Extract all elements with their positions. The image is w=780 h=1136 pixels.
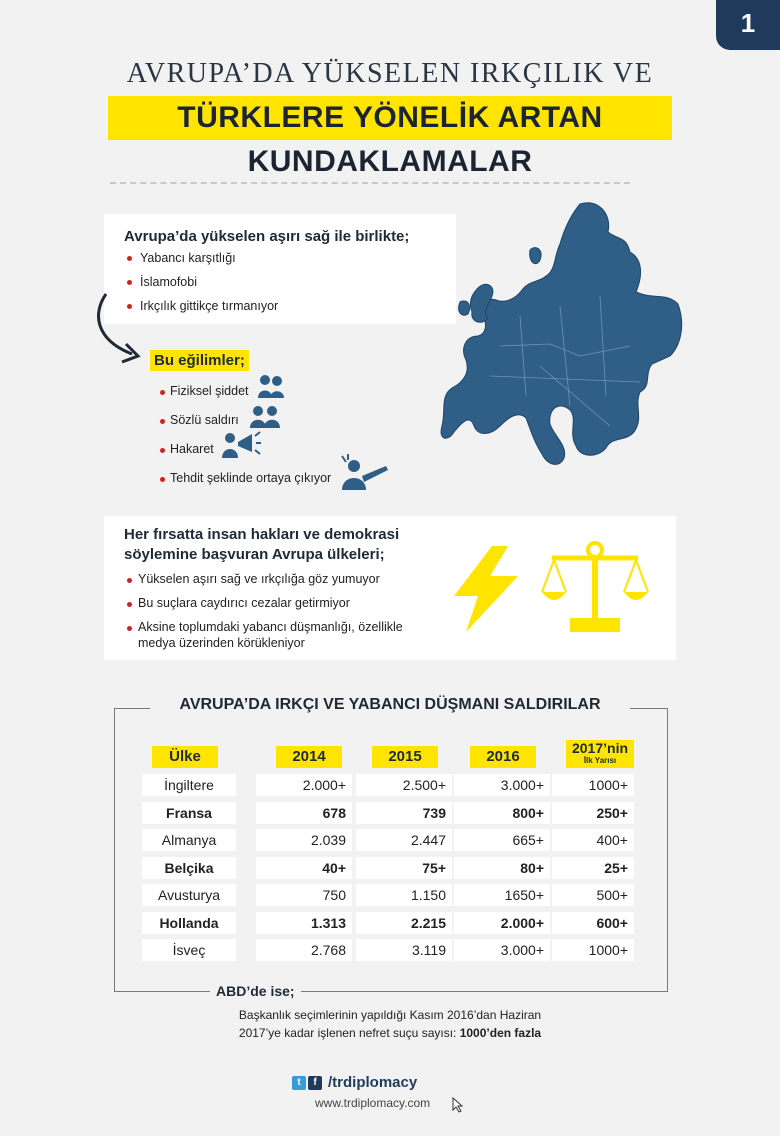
tendency-4: Tehdit şeklinde ortaya çıkıyor bbox=[170, 471, 332, 485]
table-cell-v2015: 1.150 bbox=[356, 884, 452, 906]
intro-bullet-2: İslamofobi bbox=[140, 275, 197, 289]
facebook-icon[interactable]: f bbox=[308, 1076, 322, 1090]
tendency-2: Sözlü saldırı bbox=[170, 413, 239, 427]
table-cell-v2014: 2.039 bbox=[256, 829, 352, 851]
table-cell-v2014: 2.768 bbox=[256, 939, 352, 961]
bullet-dot bbox=[127, 626, 132, 631]
cursor-icon bbox=[452, 1097, 464, 1113]
tendencies-heading: Bu eğilimler; bbox=[150, 350, 249, 371]
table-cell-v2015: 2.447 bbox=[356, 829, 452, 851]
header-2017-sublabel: İlk Yarısı bbox=[583, 756, 617, 765]
table-cell-v2014: 40+ bbox=[256, 857, 352, 879]
hypocrisy-bullet-3-cont: medya üzerinden körükleniyor bbox=[138, 636, 305, 650]
table-cell-v2015: 3.119 bbox=[356, 939, 452, 961]
bullet-dot bbox=[127, 578, 132, 583]
table-cell-v2017: 400+ bbox=[552, 829, 634, 851]
table-cell-v2016: 3.000+ bbox=[454, 939, 550, 961]
header-country: Ülke bbox=[152, 746, 218, 768]
table-cell-v2016: 2.000+ bbox=[454, 912, 550, 934]
twitter-icon[interactable]: t bbox=[292, 1076, 306, 1090]
tendency-1: Fiziksel şiddet bbox=[170, 384, 249, 398]
usa-text-prefix: 2017’ye kadar işlenen nefret suçu sayısı: bbox=[238, 1026, 460, 1040]
intro-bullet-1: Yabancı karşıtlığı bbox=[140, 251, 236, 265]
header-2015: 2015 bbox=[372, 746, 438, 768]
bullet-dot bbox=[127, 280, 132, 285]
table-cell-country: Fransa bbox=[142, 802, 236, 824]
table-cell-v2016: 80+ bbox=[454, 857, 550, 879]
fight-icon bbox=[256, 374, 286, 398]
usa-text-count: 1000’den fazla bbox=[459, 1026, 542, 1040]
table-cell-v2014: 750 bbox=[256, 884, 352, 906]
usa-text-line-2 bbox=[140, 1024, 640, 1042]
table-cell-country: Avusturya bbox=[142, 884, 236, 906]
lightning-icon bbox=[448, 546, 522, 632]
hypocrisy-bullet-2: Bu suçlara caydırıcı cezalar getirmiyor bbox=[138, 596, 350, 610]
title-line-1: AVRUPA’DA YÜKSELEN IRKÇILIK VE bbox=[126, 58, 654, 89]
table-cell-v2016: 665+ bbox=[454, 829, 550, 851]
table-cell-v2015: 739 bbox=[356, 802, 452, 824]
header-2017-label: 2017’nin bbox=[571, 740, 629, 756]
hypocrisy-bullet-3: Aksine toplumdaki yabancı düşmanlığı, özellikle bbox=[138, 620, 403, 634]
page-number-badge: 1 bbox=[716, 0, 780, 50]
table-cell-country: Belçika bbox=[142, 857, 236, 879]
intro-heading: Avrupa’da yükselen aşırı sağ ile birlikte; bbox=[124, 228, 410, 245]
curved-arrow-icon bbox=[92, 290, 152, 370]
table-cell-v2017: 500+ bbox=[552, 884, 634, 906]
scales-of-justice-icon bbox=[540, 540, 650, 634]
table-cell-country: İsveç bbox=[142, 939, 236, 961]
table-cell-v2017: 1000+ bbox=[552, 939, 634, 961]
europe-map bbox=[430, 196, 690, 496]
intro-bullet-3: Irkçılık gittikçe tırmanıyor bbox=[140, 299, 279, 313]
bullet-dot bbox=[160, 419, 165, 424]
usa-text bbox=[140, 1006, 640, 1042]
table-cell-v2017: 250+ bbox=[552, 802, 634, 824]
hypocrisy-heading-2: söylemine başvuran Avrupa ülkeleri; bbox=[124, 546, 385, 563]
bullet-dot bbox=[160, 477, 165, 482]
table-cell-v2015: 75+ bbox=[356, 857, 452, 879]
table-cell-v2015: 2.215 bbox=[356, 912, 452, 934]
social-handle[interactable]: /trdiplomacy bbox=[328, 1074, 418, 1091]
table-cell-v2017: 600+ bbox=[552, 912, 634, 934]
table-cell-v2017: 1000+ bbox=[552, 774, 634, 796]
table-cell-v2014: 678 bbox=[256, 802, 352, 824]
table-cell-v2015: 2.500+ bbox=[356, 774, 452, 796]
usa-label: ABD’de ise; bbox=[210, 983, 301, 999]
table-cell-country: Hollanda bbox=[142, 912, 236, 934]
table-cell-v2014: 1.313 bbox=[256, 912, 352, 934]
title-line-2: TÜRKLERE YÖNELİK ARTAN KUNDAKLAMALAR bbox=[108, 96, 672, 140]
tendency-3: Hakaret bbox=[170, 442, 214, 456]
divider bbox=[110, 182, 630, 184]
table-cell-v2014: 2.000+ bbox=[256, 774, 352, 796]
bullet-dot bbox=[127, 602, 132, 607]
table-cell-v2016: 800+ bbox=[454, 802, 550, 824]
table-cell-v2016: 1650+ bbox=[454, 884, 550, 906]
threat-pointing-icon bbox=[338, 454, 390, 490]
bullet-dot bbox=[160, 448, 165, 453]
table-cell-v2016: 3.000+ bbox=[454, 774, 550, 796]
hypocrisy-bullet-1: Yükselen aşırı sağ ve ırkçılığa göz yumuyor bbox=[138, 572, 380, 586]
header-2016: 2016 bbox=[470, 746, 536, 768]
megaphone-icon bbox=[222, 428, 262, 458]
website-link[interactable]: www.trdiplomacy.com bbox=[315, 1096, 431, 1110]
bullet-dot bbox=[160, 390, 165, 395]
header-2017-first-half bbox=[566, 740, 634, 768]
header-2014: 2014 bbox=[276, 746, 342, 768]
table-cell-country: İngiltere bbox=[142, 774, 236, 796]
usa-text-line-1: Başkanlık seçimlerinin yapıldığı Kasım 2016’dan Haziran bbox=[238, 1008, 542, 1022]
attacks-table-title: AVRUPA’DA IRKÇI VE YABANCI DÜŞMANI SALDIRILAR bbox=[150, 696, 630, 714]
argument-icon bbox=[248, 404, 282, 428]
bullet-dot bbox=[127, 256, 132, 261]
table-cell-v2017: 25+ bbox=[552, 857, 634, 879]
hypocrisy-heading-1: Her fırsatta insan hakları ve demokrasi bbox=[124, 526, 400, 543]
table-cell-country: Almanya bbox=[142, 829, 236, 851]
